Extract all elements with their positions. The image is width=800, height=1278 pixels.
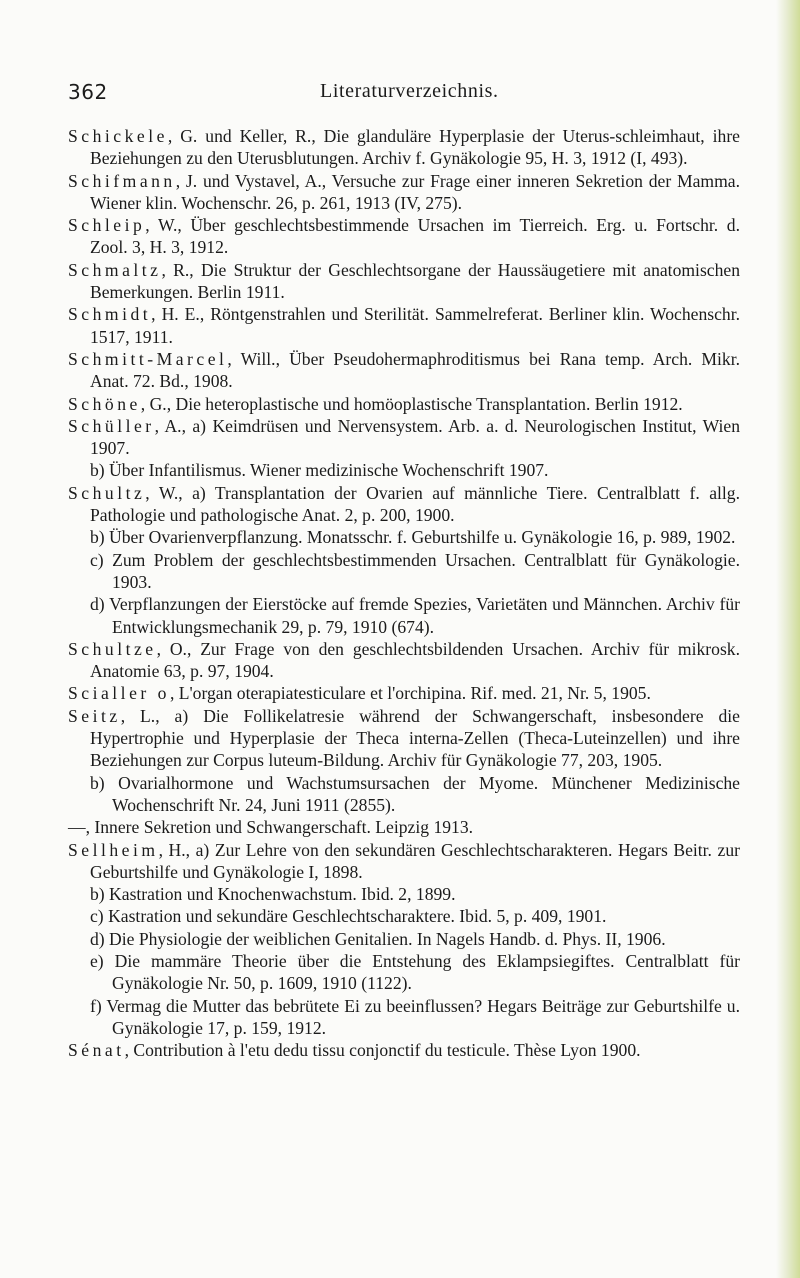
reference-text: , R., Die Struktur der Geschlechtsorgane der Haussäugetiere mit anatomischen Bemerkungen. Berlin 1911. — [90, 259, 740, 303]
reference-text: , W., Über geschlechtsbestimmende Ursachen im Tierreich. Erg. u. Fortschr. d. Zool. 3, H. 3, 1912. — [90, 215, 740, 258]
reference-entry — [68, 839, 740, 884]
author-name: Sénat — [68, 1040, 125, 1061]
reference-subentry — [68, 772, 740, 817]
reference-subentry — [68, 995, 740, 1040]
author-name: Schmitt-Marcel — [68, 348, 228, 369]
reference-entry — [68, 214, 740, 259]
reference-text: , O., Zur Frage von den geschlechtsbildenden Ursachen. Archiv für mikrosk. Anatomie 63, p. 97, 1904. — [90, 638, 740, 682]
author-name: Schickele — [68, 126, 168, 146]
reference-subentry — [68, 928, 740, 950]
author-name: Scialler o — [68, 683, 170, 704]
reference-text: b) Kastration und Knochenwachstum. Ibid. 2, 1899. — [90, 884, 456, 905]
reference-text: , J. und Vystavel, A., Versuche zur Frage einer inneren Sekretion der Mamma. Wiener klin. Wochenschr. 26, p. 261, 1913 (IV, 275). — [90, 170, 740, 213]
reference-text: , A., a) Keimdrüsen und Nervensystem. Arb. a. d. Neurologischen Institut, Wien 1907. — [90, 415, 740, 459]
reference-text: b) Über Infantilismus. Wiener medizinische Wochenschrift 1907. — [90, 460, 549, 481]
reference-entry — [68, 125, 740, 170]
author-name: Schöne — [68, 393, 141, 414]
reference-list — [68, 125, 740, 1061]
reference-entry — [68, 259, 740, 304]
author-name: Schultz — [68, 482, 146, 503]
reference-entry — [68, 1039, 740, 1061]
reference-text: b) Ovarialhormone und Wachstumsursachen der Myome. Münchener Medizinische Wochenschrift Nr. 24, Juni 1911 (2855). — [90, 772, 740, 815]
reference-subentry — [68, 459, 740, 481]
reference-text: , W., a) Transplantation der Ovarien auf männliche Tiere. Centralblatt f. allg. Pathologie und pathologische Anat. 2, p. 200, 1900. — [90, 482, 740, 526]
reference-entry — [68, 303, 740, 348]
reference-text: e) Die mammäre Theorie über die Entstehung des Eklampsiegiftes. Centralblatt für Gynäkologie Nr. 50, p. 1609, 1910 (1122). — [90, 950, 740, 994]
reference-entry — [68, 482, 740, 527]
reference-subentry — [68, 883, 740, 905]
reference-text: , L'organ oterapiatesticulare et l'orchipina. Rif. med. 21, Nr. 5, 1905. — [169, 683, 651, 704]
reference-text: , Will., Über Pseudohermaphroditismus bei Rana temp. Arch. Mikr. Anat. 72. Bd., 1908. — [90, 348, 740, 392]
reference-text: c) Kastration und sekundäre Geschlechtscharaktere. Ibid. 5, p. 409, 1901. — [90, 906, 607, 927]
running-title: Literaturverzeichnis. — [320, 80, 499, 102]
page-header — [68, 80, 720, 104]
reference-subentry — [68, 549, 740, 594]
reference-text: , G. und Keller, R., Die glanduläre Hyperplasie der Uterus-schleimhaut, ihre Beziehungen zu den Uterusblutungen. Archiv f. Gynäkologie 95, H. 3, 1912 (I, 493). — [90, 126, 740, 169]
page-number: 362 — [68, 80, 108, 104]
reference-text: f) Vermag die Mutter das bebrütete Ei zu beeinflussen? Hegars Beiträge zur Geburtshilfe u. Gynäkologie 17, p. 159, 1912. — [90, 995, 740, 1038]
reference-text: , H. E., Röntgenstrahlen und Sterilität. Sammelreferat. Berliner klin. Wochenschr. 1517, 1911. — [90, 304, 740, 347]
author-name: Schmidt — [68, 304, 152, 325]
reference-text: d) Verpflanzungen der Eierstöcke auf fremde Spezies, Varietäten und Männchen. Archiv für Entwicklungsmechanik 29, p. 79, 1910 (674). — [90, 594, 740, 637]
author-name: Schüller — [68, 415, 155, 436]
page-edge-shadow — [776, 0, 800, 1278]
reference-text: d) Die Physiologie der weiblichen Genitalien. In Nagels Handb. d. Phys. II, 1906. — [90, 928, 666, 949]
reference-text: b) Über Ovarienverpflanzung. Monatsschr. f. Geburtshilfe u. Gynäkologie 16, p. 989, 1902. — [90, 527, 736, 548]
reference-text: , Contribution à l'etu dedu tissu conjonctif du testicule. Thèse Lyon 1900. — [124, 1040, 641, 1061]
author-name: Sellheim — [68, 839, 159, 860]
reference-subentry — [68, 526, 740, 548]
author-name: Schifmann — [68, 170, 176, 191]
reference-entry — [68, 170, 740, 215]
reference-entry — [68, 348, 740, 393]
author-name: Schultze — [68, 638, 157, 659]
reference-text: c) Zum Problem der geschlechtsbestimmenden Ursachen. Centralblatt für Gynäkologie. 1903. — [90, 549, 740, 592]
reference-text: , L., a) Die Follikelatresie während der Schwangerschaft, insbesondere die Hypertrophie und Hyperplasie der Theca interna-Zellen (Theca-Luteinzellen) und ihre Beziehungen zur Corpus luteum-Bildung. Archiv für Gynäkologie 77, 203, 1905. — [90, 705, 740, 771]
reference-entry — [68, 682, 740, 704]
reference-subentry — [68, 905, 740, 927]
reference-entry — [68, 415, 740, 460]
author-name: Schleip — [68, 215, 146, 236]
reference-subentry — [68, 950, 740, 995]
reference-text: , H., a) Zur Lehre von den sekundären Geschlechtscharakteren. Hegars Beitr. zur Geburtshilfe und Gynäkologie I, 1898. — [90, 839, 740, 882]
author-name: Schmaltz — [68, 259, 162, 280]
author-name: Seitz — [68, 705, 121, 726]
reference-text: —, Innere Sekretion und Schwangerschaft. Leipzig 1913. — [68, 817, 474, 838]
reference-subentry — [68, 593, 740, 638]
reference-entry — [68, 705, 740, 772]
reference-entry — [68, 393, 740, 415]
reference-entry — [68, 816, 740, 838]
reference-entry — [68, 638, 740, 683]
reference-text: , G., Die heteroplastische und homöoplastische Transplantation. Berlin 1912. — [140, 393, 683, 414]
